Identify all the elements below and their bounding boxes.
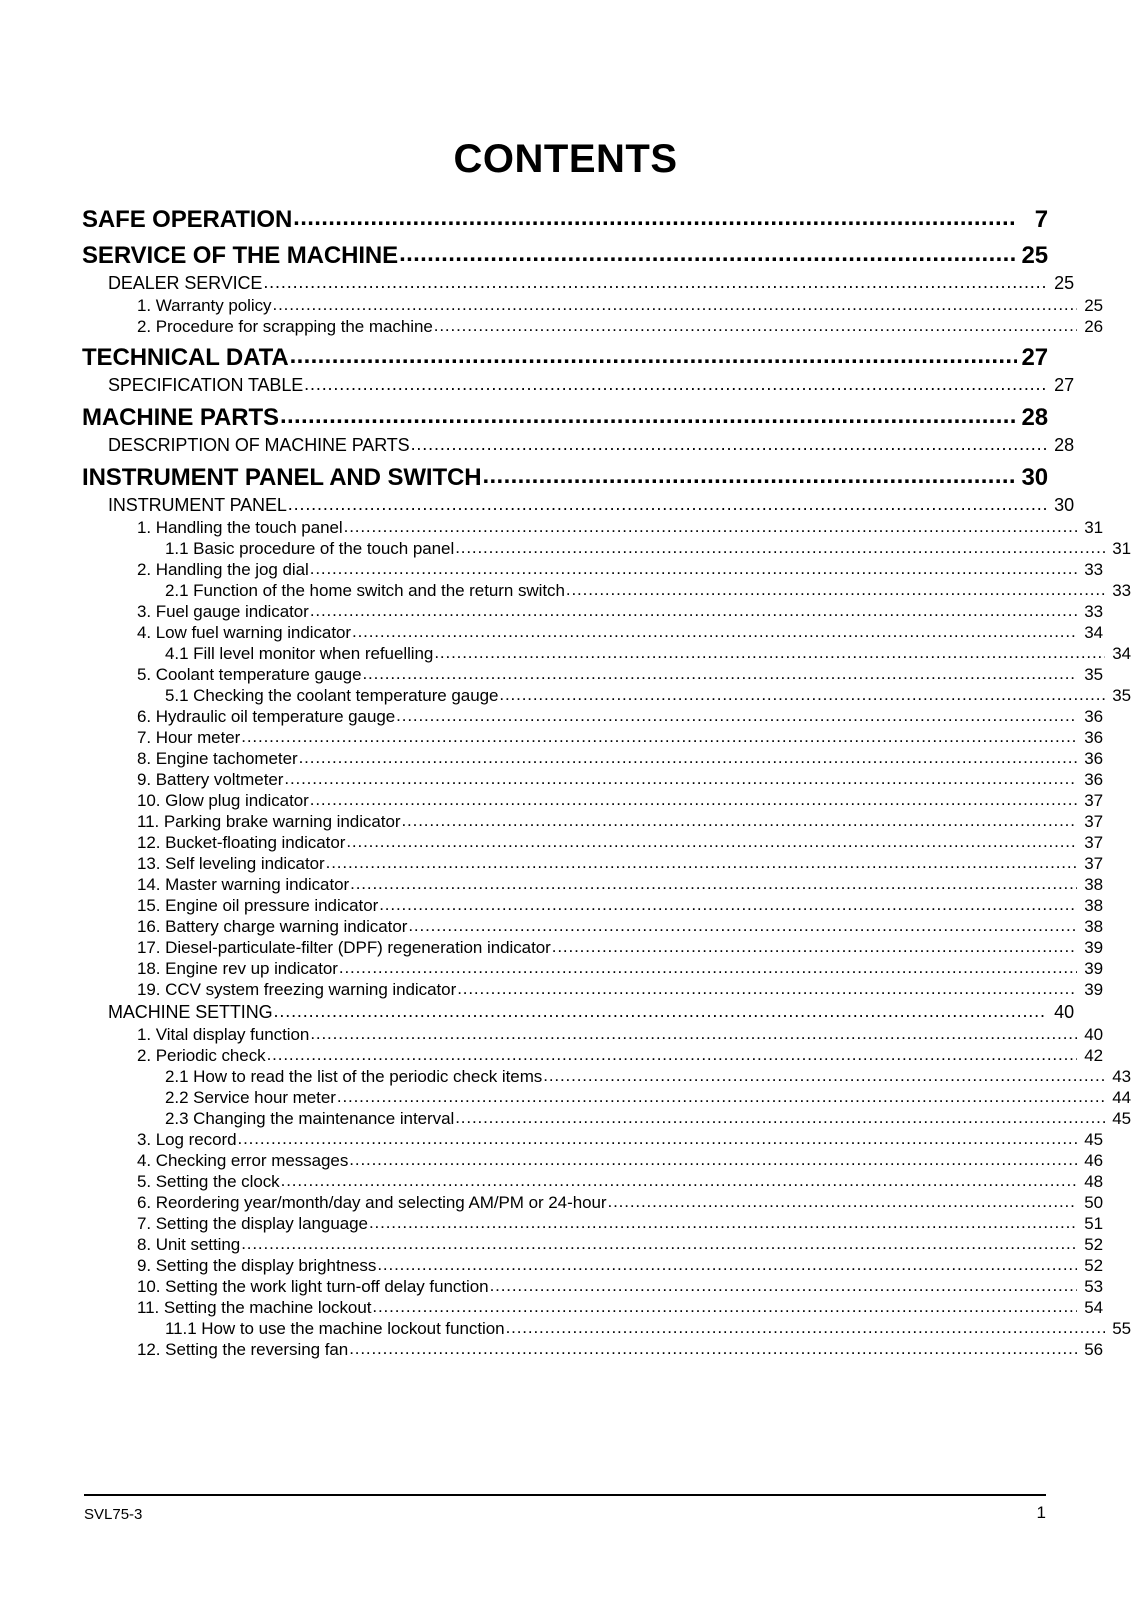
toc-dot-leader <box>267 1044 1077 1065</box>
toc-entry[interactable] <box>137 1192 1103 1213</box>
toc-dot-leader <box>401 810 1077 831</box>
toc-entry[interactable] <box>82 205 1048 235</box>
toc-dot-leader <box>349 1149 1077 1170</box>
toc-entry-label: 3. Fuel gauge indicator <box>137 602 309 621</box>
toc-entry[interactable] <box>165 580 1131 601</box>
toc-entry-page-number: 25 <box>1084 296 1103 315</box>
toc-dot-leader <box>290 341 1017 371</box>
toc-entry[interactable] <box>137 832 1103 853</box>
toc-entry[interactable] <box>137 790 1103 811</box>
toc-entry-label: 2.1 How to read the list of the periodic check items <box>165 1067 543 1086</box>
toc-entry[interactable] <box>137 895 1103 916</box>
toc-entry-page-number: 30 <box>1054 495 1074 515</box>
toc-dot-leader <box>483 461 1017 491</box>
toc-entry-page-number: 46 <box>1084 1151 1103 1170</box>
toc-entry[interactable] <box>137 937 1103 958</box>
toc-entry-page-number: 43 <box>1112 1067 1131 1086</box>
toc-entry[interactable] <box>137 295 1103 316</box>
toc-entry-label: 4.1 Fill level monitor when refuelling <box>165 644 434 663</box>
toc-dot-leader <box>566 579 1105 600</box>
toc-dot-leader <box>411 432 1047 456</box>
toc-dot-leader <box>241 1233 1077 1254</box>
toc-entry[interactable] <box>137 517 1103 538</box>
toc-entry[interactable] <box>137 748 1103 769</box>
toc-entry-page-number: 25 <box>1021 242 1048 269</box>
toc-entry-page-number: 50 <box>1084 1193 1103 1212</box>
toc-dot-leader <box>299 747 1077 768</box>
toc-entry-label: 6. Hydraulic oil temperature gauge <box>137 707 396 726</box>
toc-entry-label: 12. Setting the reversing fan <box>137 1340 349 1359</box>
toc-entry[interactable] <box>108 1000 1074 1024</box>
toc-entry-page-number: 48 <box>1084 1172 1103 1191</box>
toc-entry-page-number: 7 <box>1034 206 1048 233</box>
toc-entry[interactable] <box>165 1318 1131 1339</box>
toc-entry[interactable] <box>137 916 1103 937</box>
toc-entry[interactable] <box>137 811 1103 832</box>
toc-entry-page-number: 44 <box>1112 1088 1131 1107</box>
toc-entry-page-number: 36 <box>1084 770 1103 789</box>
toc-entry-page-number: 35 <box>1084 665 1103 684</box>
toc-entry-page-number: 27 <box>1054 375 1074 395</box>
toc-dot-leader <box>274 999 1047 1023</box>
toc-entry-label: 10. Setting the work light turn-off delay function <box>137 1277 489 1296</box>
toc-entry-label: 1. Vital display function <box>137 1025 310 1044</box>
toc-entry-label: INSTRUMENT PANEL AND SWITCH <box>82 464 482 491</box>
toc-dot-leader <box>408 915 1077 936</box>
toc-entry-label: 5. Coolant temperature gauge <box>137 665 362 684</box>
toc-entry[interactable] <box>165 643 1131 664</box>
toc-dot-leader <box>339 957 1077 978</box>
toc-dot-leader <box>434 315 1077 336</box>
toc-entry-page-number: 40 <box>1054 1002 1074 1022</box>
toc-entry-page-number: 36 <box>1084 728 1103 747</box>
toc-entry-page-number: 37 <box>1084 833 1103 852</box>
toc-entry-page-number: 34 <box>1084 623 1103 642</box>
toc-entry-page-number: 38 <box>1084 896 1103 915</box>
toc-entry[interactable] <box>137 1297 1103 1318</box>
toc-entry-page-number: 37 <box>1084 854 1103 873</box>
toc-entry-label: 7. Setting the display language <box>137 1214 368 1233</box>
toc-dot-leader <box>350 873 1077 894</box>
toc-entry-page-number: 51 <box>1084 1214 1103 1233</box>
toc-entry-page-number: 45 <box>1084 1130 1103 1149</box>
toc-entry-label: 7. Hour meter <box>137 728 241 747</box>
toc-entry-label: 4. Checking error messages <box>137 1151 349 1170</box>
toc-entry-label: 8. Engine tachometer <box>137 749 298 768</box>
toc-dot-leader <box>608 1191 1077 1212</box>
toc-entry-page-number: 35 <box>1112 686 1131 705</box>
toc-entry-label: MACHINE SETTING <box>108 1002 273 1022</box>
toc-entry[interactable] <box>137 706 1103 727</box>
toc-dot-leader <box>310 1023 1077 1044</box>
toc-entry[interactable] <box>137 874 1103 895</box>
toc-entry[interactable] <box>82 343 1048 373</box>
toc-entry-label: 3. Log record <box>137 1130 237 1149</box>
toc-entry[interactable] <box>137 1150 1103 1171</box>
toc-entry-label: 2. Periodic check <box>137 1046 266 1065</box>
toc-dot-leader <box>326 852 1077 873</box>
toc-entry-page-number: 37 <box>1084 791 1103 810</box>
toc-dot-leader <box>344 516 1077 537</box>
toc-entry[interactable] <box>137 769 1103 790</box>
toc-dot-leader <box>369 1212 1077 1233</box>
toc-entry-page-number: 28 <box>1054 435 1074 455</box>
toc-entry[interactable] <box>137 1171 1103 1192</box>
toc-entry-label: 16. Battery charge warning indicator <box>137 917 408 936</box>
table-of-contents <box>82 205 1131 1360</box>
toc-entry-page-number: 27 <box>1021 344 1048 371</box>
toc-entry-page-number: 40 <box>1084 1025 1103 1044</box>
toc-entry[interactable] <box>137 958 1103 979</box>
toc-dot-leader <box>543 1065 1105 1086</box>
toc-dot-leader <box>310 789 1077 810</box>
toc-dot-leader <box>310 558 1077 579</box>
toc-entry[interactable] <box>165 1066 1131 1087</box>
toc-entry-label: 9. Setting the display brightness <box>137 1256 377 1275</box>
toc-entry-label: INSTRUMENT PANEL <box>108 495 287 515</box>
footer-model-label: SVL75-3 <box>84 1506 143 1523</box>
toc-dot-leader <box>399 239 1017 269</box>
toc-entry-page-number: 37 <box>1084 812 1103 831</box>
toc-dot-leader <box>372 1296 1077 1317</box>
toc-entry-label: 2.1 Function of the home switch and the return switch <box>165 581 565 600</box>
toc-entry[interactable] <box>108 271 1074 295</box>
toc-entry-page-number: 28 <box>1021 404 1048 431</box>
toc-entry-label: 1. Warranty policy <box>137 296 272 315</box>
toc-dot-leader <box>310 600 1077 621</box>
toc-entry-label: SERVICE OF THE MACHINE <box>82 242 399 269</box>
toc-dot-leader <box>434 642 1105 663</box>
toc-entry-label: 2. Handling the jog dial <box>137 560 309 579</box>
toc-entry-label: SAFE OPERATION <box>82 206 293 233</box>
toc-entry-label: 1. Handling the touch panel <box>137 518 343 537</box>
toc-entry[interactable] <box>165 1087 1131 1108</box>
toc-entry-page-number: 33 <box>1112 581 1131 600</box>
toc-entry[interactable] <box>108 373 1074 397</box>
toc-entry[interactable] <box>137 1045 1103 1066</box>
toc-entry-label: 5. Setting the clock <box>137 1172 280 1191</box>
toc-entry-page-number: 36 <box>1084 749 1103 768</box>
toc-entry[interactable] <box>82 241 1048 271</box>
toc-entry[interactable] <box>137 1234 1103 1255</box>
toc-entry-label: 2.3 Changing the maintenance interval <box>165 1109 455 1128</box>
toc-entry-page-number: 53 <box>1084 1277 1103 1296</box>
toc-entry-page-number: 34 <box>1112 644 1131 663</box>
toc-dot-leader <box>396 705 1077 726</box>
toc-entry[interactable] <box>165 538 1131 559</box>
toc-entry-label: 8. Unit setting <box>137 1235 241 1254</box>
toc-entry-label: 11.1 How to use the machine lockout function <box>165 1319 505 1338</box>
toc-dot-leader <box>346 831 1077 852</box>
toc-dot-leader <box>241 726 1077 747</box>
toc-entry[interactable] <box>82 463 1048 493</box>
toc-dot-leader <box>455 537 1105 558</box>
toc-entry[interactable] <box>137 1213 1103 1234</box>
toc-entry[interactable] <box>137 853 1103 874</box>
toc-entry[interactable] <box>137 316 1103 337</box>
toc-dot-leader <box>457 978 1077 999</box>
toc-dot-leader <box>273 294 1077 315</box>
toc-dot-leader <box>506 1317 1105 1338</box>
toc-entry-page-number: 52 <box>1084 1256 1103 1275</box>
toc-dot-leader <box>337 1086 1105 1107</box>
toc-entry-label: 14. Master warning indicator <box>137 875 350 894</box>
toc-entry-label: 5.1 Checking the coolant temperature gauge <box>165 686 499 705</box>
toc-dot-leader <box>288 492 1047 516</box>
toc-entry[interactable] <box>137 1024 1103 1045</box>
page-title: CONTENTS <box>453 137 678 181</box>
toc-entry-page-number: 56 <box>1084 1340 1103 1359</box>
toc-entry-label: 11. Parking brake warning indicator <box>137 812 401 831</box>
toc-entry-page-number: 39 <box>1084 959 1103 978</box>
toc-entry-label: TECHNICAL DATA <box>82 344 289 371</box>
toc-entry[interactable] <box>137 979 1103 1000</box>
toc-entry[interactable] <box>137 1339 1103 1360</box>
toc-entry-page-number: 31 <box>1112 539 1131 558</box>
footer-divider <box>84 1494 1046 1496</box>
toc-entry-page-number: 25 <box>1054 273 1074 293</box>
toc-entry-label: 2. Procedure for scrapping the machine <box>137 317 433 336</box>
toc-entry[interactable] <box>137 559 1103 580</box>
toc-entry[interactable] <box>137 1129 1103 1150</box>
toc-entry[interactable] <box>108 433 1074 457</box>
toc-dot-leader <box>284 768 1077 789</box>
footer-page-number: 1 <box>1036 1503 1046 1522</box>
toc-entry-page-number: 54 <box>1084 1298 1103 1317</box>
toc-entry[interactable] <box>108 493 1074 517</box>
toc-dot-leader <box>263 270 1047 294</box>
toc-entry-page-number: 33 <box>1084 560 1103 579</box>
toc-entry-label: 1.1 Basic procedure of the touch panel <box>165 539 455 558</box>
toc-entry-page-number: 38 <box>1084 917 1103 936</box>
toc-dot-leader <box>352 621 1077 642</box>
toc-entry[interactable] <box>165 685 1131 706</box>
toc-entry-page-number: 33 <box>1084 602 1103 621</box>
toc-entry[interactable] <box>137 664 1103 685</box>
toc-entry-label: DEALER SERVICE <box>108 273 263 293</box>
toc-entry-label: SPECIFICATION TABLE <box>108 375 304 395</box>
toc-entry[interactable] <box>137 1276 1103 1297</box>
toc-entry[interactable] <box>137 727 1103 748</box>
toc-entry-page-number: 55 <box>1112 1319 1131 1338</box>
toc-entry-page-number: 31 <box>1084 518 1103 537</box>
toc-entry-label: MACHINE PARTS <box>82 404 279 431</box>
toc-dot-leader <box>362 663 1077 684</box>
toc-entry-label: 19. CCV system freezing warning indicator <box>137 980 457 999</box>
toc-dot-leader <box>304 372 1047 396</box>
toc-entry-label: 4. Low fuel warning indicator <box>137 623 352 642</box>
toc-dot-leader <box>455 1107 1105 1128</box>
toc-dot-leader <box>238 1128 1077 1149</box>
toc-entry[interactable] <box>137 601 1103 622</box>
toc-dot-leader <box>499 684 1105 705</box>
toc-entry-page-number: 39 <box>1084 980 1103 999</box>
toc-entry-label: 18. Engine rev up indicator <box>137 959 338 978</box>
toc-dot-leader <box>377 1254 1077 1275</box>
toc-dot-leader <box>552 936 1077 957</box>
toc-entry[interactable] <box>137 1255 1103 1276</box>
toc-dot-leader <box>281 1170 1077 1191</box>
toc-dot-leader <box>349 1338 1077 1359</box>
toc-entry-label: 13. Self leveling indicator <box>137 854 325 873</box>
toc-entry-label: 11. Setting the machine lockout <box>137 1298 372 1317</box>
toc-entry-label: 9. Battery voltmeter <box>137 770 284 789</box>
toc-entry-page-number: 42 <box>1084 1046 1103 1065</box>
toc-dot-leader <box>293 203 1017 233</box>
toc-dot-leader <box>379 894 1077 915</box>
toc-entry-label: 15. Engine oil pressure indicator <box>137 896 379 915</box>
toc-entry-page-number: 39 <box>1084 938 1103 957</box>
toc-entry[interactable] <box>82 403 1048 433</box>
toc-entry-page-number: 38 <box>1084 875 1103 894</box>
toc-entry-page-number: 36 <box>1084 707 1103 726</box>
toc-entry[interactable] <box>137 622 1103 643</box>
toc-dot-leader <box>490 1275 1077 1296</box>
toc-dot-leader <box>280 401 1017 431</box>
toc-entry-page-number: 52 <box>1084 1235 1103 1254</box>
toc-entry-label: 2.2 Service hour meter <box>165 1088 336 1107</box>
toc-entry-page-number: 45 <box>1112 1109 1131 1128</box>
toc-entry-page-number: 26 <box>1084 317 1103 336</box>
toc-entry-page-number: 30 <box>1021 464 1048 491</box>
toc-entry-label: 17. Diesel-particulate-filter (DPF) regeneration indicator <box>137 938 551 957</box>
toc-entry-label: DESCRIPTION OF MACHINE PARTS <box>108 435 410 455</box>
toc-entry-label: 6. Reordering year/month/day and selecting AM/PM or 24-hour <box>137 1193 607 1212</box>
toc-entry-label: 12. Bucket-floating indicator <box>137 833 346 852</box>
toc-entry-label: 10. Glow plug indicator <box>137 791 309 810</box>
toc-entry[interactable] <box>165 1108 1131 1129</box>
